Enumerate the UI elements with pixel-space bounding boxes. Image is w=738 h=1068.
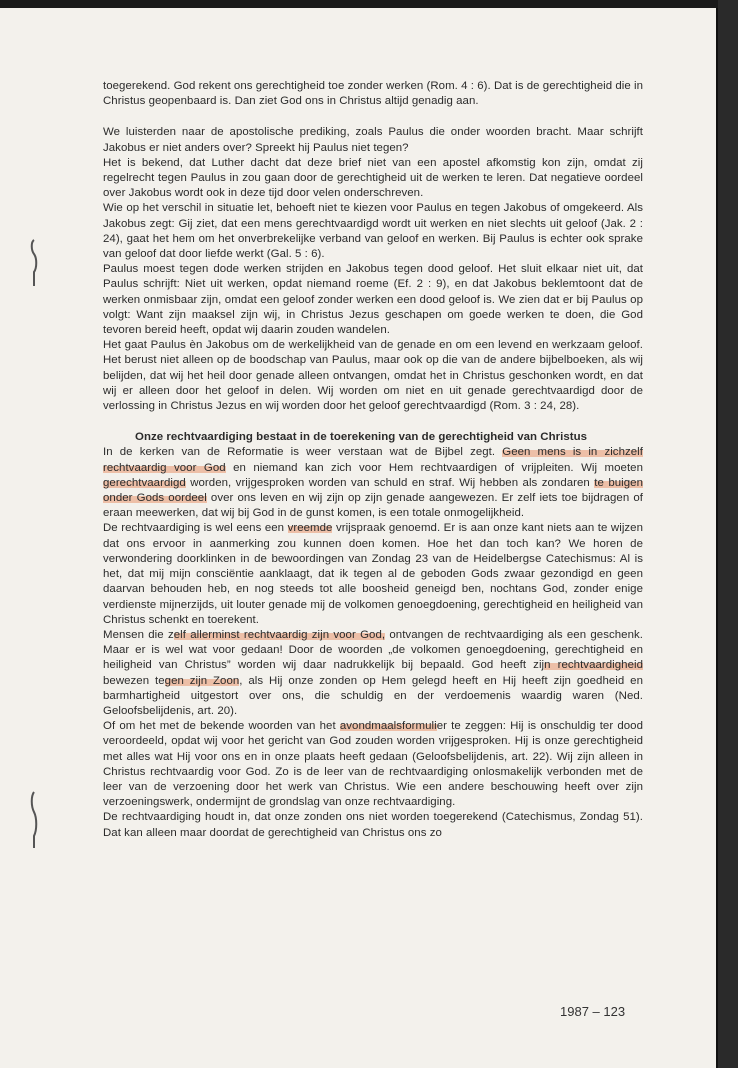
highlighted-text: avondmaalsformuli xyxy=(339,720,437,733)
text-run: Onze rechtvaardiging bestaat in de toerekening van de gerechtigheid van Christus xyxy=(135,431,588,444)
highlighted-text: vreemde xyxy=(287,522,333,535)
text-run: In de kerken van de Reformatie is weer verstaan wat de Bijbel zegt. xyxy=(103,446,503,459)
paragraph xyxy=(103,262,643,338)
paragraph xyxy=(103,125,643,155)
paragraph xyxy=(103,201,643,262)
binder-clip-icon xyxy=(28,790,40,850)
text-run: en niemand kan zich voor Hem rechtvaardigen of vrijpleiten. Wij moeten xyxy=(225,461,644,474)
paragraph xyxy=(103,810,643,840)
paragraph-gap xyxy=(103,109,643,125)
paragraph xyxy=(103,79,643,109)
text-run: De rechtvaardiging houdt in, dat onze zonden ons niet worden toegerekend (Catechismus, Zondag 51). Dat kan alleen maar doordat de gerechtigheid van Christus ons zo xyxy=(103,811,643,839)
text-run: er te zeggen: Hij is onschuldig ter dood veroordeeld, opdat wij voor het gericht van God zouden worden vrijgesproken. Hij is onze gerechtigheid met alles wat Hij voor ons en in onze plaats heeft gedaan (Geloofsbelijdenis, art. 22). Wij zijn alleen in Christus rechtvaardig voor God. Zo is de leer van de rechtvaardiging onlosmakelijk verbonden met de leer van de verzoening door het werk van Christus. Wie een andere beschouwing heeft over zijn verzoeningswerk, ondermijnt de grondslag van onze rechtvaardiging. xyxy=(103,720,644,809)
highlighted-text: gen zijn Zoon xyxy=(164,674,240,687)
highlighted-text: Geen mens is in zichzelf rechtvaardig voor God xyxy=(103,446,643,474)
paragraph xyxy=(103,628,643,719)
binder-clip-icon xyxy=(28,238,40,288)
highlighted-text: te buigen onder Gods oordeel xyxy=(103,476,643,505)
paragraph-gap xyxy=(103,414,643,430)
text-run: Paulus moest tegen dode werken strijden en Jakobus tegen dood geloof. Het sluit elkaar niet uit, dat Paulus schrijft: Niet uit werken, opdat niemand roeme (Ef. 2 : 9), en dat Jakobus beklemtoont dat de werken onmisbaar zijn, omdat een geloof zonder werken een dood geloof is. We zien dat er bij Paulus op volgt: Want zijn maaksel zijn wij, in Christus Jezus geschapen om goede werken te doen, die God tevoren bereid heeft, opdat wij daarin zouden wandelen. xyxy=(103,263,643,337)
text-run: Het gaat Paulus èn Jakobus om de werkelijkheid van de genade en om een levend en werkzaam geloof. Het berust niet alleen op de boodschap van Paulus, maar ook op die van de andere bijbelboeken, als wij belijden, dat wij het heil door genade alleen ontvangen, omdat het in Christus geschonken wordt, en dat wij er alleen door het geloof in delen. Wij worden om niet en uit genade gerechtvaardigd door de verlossing in Christus Jezus en wij worden door het geloof gerechtvaardigd (Rom. 3 : 24, 28). xyxy=(103,339,643,413)
text-run: worden, vrijgesproken worden van schuld en straf. Wij hebben als zondaren xyxy=(185,476,595,489)
highlighted-text: elf allerminst rechtvaardig zijn voor God, xyxy=(173,628,386,641)
paragraph xyxy=(103,156,643,202)
body-text xyxy=(103,79,643,841)
highlighted-text: n rechtvaardigheid xyxy=(544,659,643,672)
paragraph xyxy=(103,445,643,521)
text-run: toegerekend. God rekent ons gerechtigheid toe zonder werken (Rom. 4 : 6). Dat is de gerechtigheid die in Christus geopenbaard is. Dan ziet God ons in Christus altijd genadig aan. xyxy=(103,80,643,108)
text-run: bewezen te xyxy=(103,674,165,687)
text-run: ontvangen de rechtvaardiging als een geschenk. Maar er is wel wat voor gedaan! Door de woorden „de volkomen genoegdoening, gerechtigheid en heiligheid van Christus” worden wij daar nadrukkelijk bij bepaald. God heeft zij xyxy=(103,628,643,672)
text-run: Mensen die z xyxy=(103,628,174,641)
text-run: vrijspraak genoemd. Er is aan onze kant niets aan te wijzen dat ons ervoor in aanmerking zou kunnen doen komen. Hoe het dan toch kan? We horen de verwondering doorklinken in de bewoordingen van Zondag 23 van de Heidelbergse Catechismus: Al is het, dat mij mijn consciëntie aanklaagt, dat ik tegen al de geboden Gods zwaar gezondigd en geen daarvan behouden heb, en nog steeds tot alle boosheid geneigd ben, nochtans God, zonder enige verdienste mijnerzijds, uit louter genade mij de volkomen genoegdoening, gerechtigheid en heiligheid van Christus schenkt en toerekent. xyxy=(103,522,643,626)
text-run: , als Hij onze zonden op Hem gelegd heeft en Hij heeft zijn goedheid en barmhartigheid uitgestort over ons, die schuldig en der verdoemenis waardig waren (Ned. Geloofsbelijdenis, art. 20). xyxy=(103,674,643,717)
text-run: over ons leven en wij zijn op zijn genade aangewezen. Er zelf iets toe bijdragen of eraan meewerken, dat wij bij God in de gunst komen, is een totale onmogelijkheid. xyxy=(103,492,643,520)
paragraph xyxy=(103,338,643,414)
paragraph xyxy=(103,521,643,627)
highlighted-text: gerechtvaardigd xyxy=(103,476,186,489)
page-number: 1987 – 123 xyxy=(560,1004,626,1019)
scan-top-edge xyxy=(0,0,718,8)
paragraph xyxy=(103,719,643,810)
text-run: We luisterden naar de apostolische prediking, zoals Paulus die onder woorden bracht. Maar schrijft Jakobus er niet anders over? Spreekt hij Paulus niet tegen? xyxy=(103,126,643,154)
text-run: Of om het met de bekende woorden van het xyxy=(103,720,340,733)
text-run: De rechtvaardiging is wel eens een xyxy=(103,522,288,535)
text-run: Het is bekend, dat Luther dacht dat deze brief niet van een apostel afkomstig kon zijn, omdat zij regelrecht tegen Paulus in zou gaan door de gerechtigheid uit de werken te leren. Dat negatieve oordeel over Jakobus wordt ook in deze tijd door velen onderschreven. xyxy=(103,156,643,200)
text-run: Wie op het verschil in situatie let, behoeft niet te kiezen voor Paulus en tegen Jakobus of omgekeerd. Als Jakobus zegt: Gij ziet, dat een mens gerechtvaardigd wordt uit werken en niet slechts uit geloof (Jak. 2 : 24), gaat het hem om het onverbrekelijke verband van geloof en werken. Bij Paulus is echter ook sprake van geloof dat door liefde werkt (Gal. 5 : 6). xyxy=(103,202,643,261)
section-heading xyxy=(103,430,643,445)
